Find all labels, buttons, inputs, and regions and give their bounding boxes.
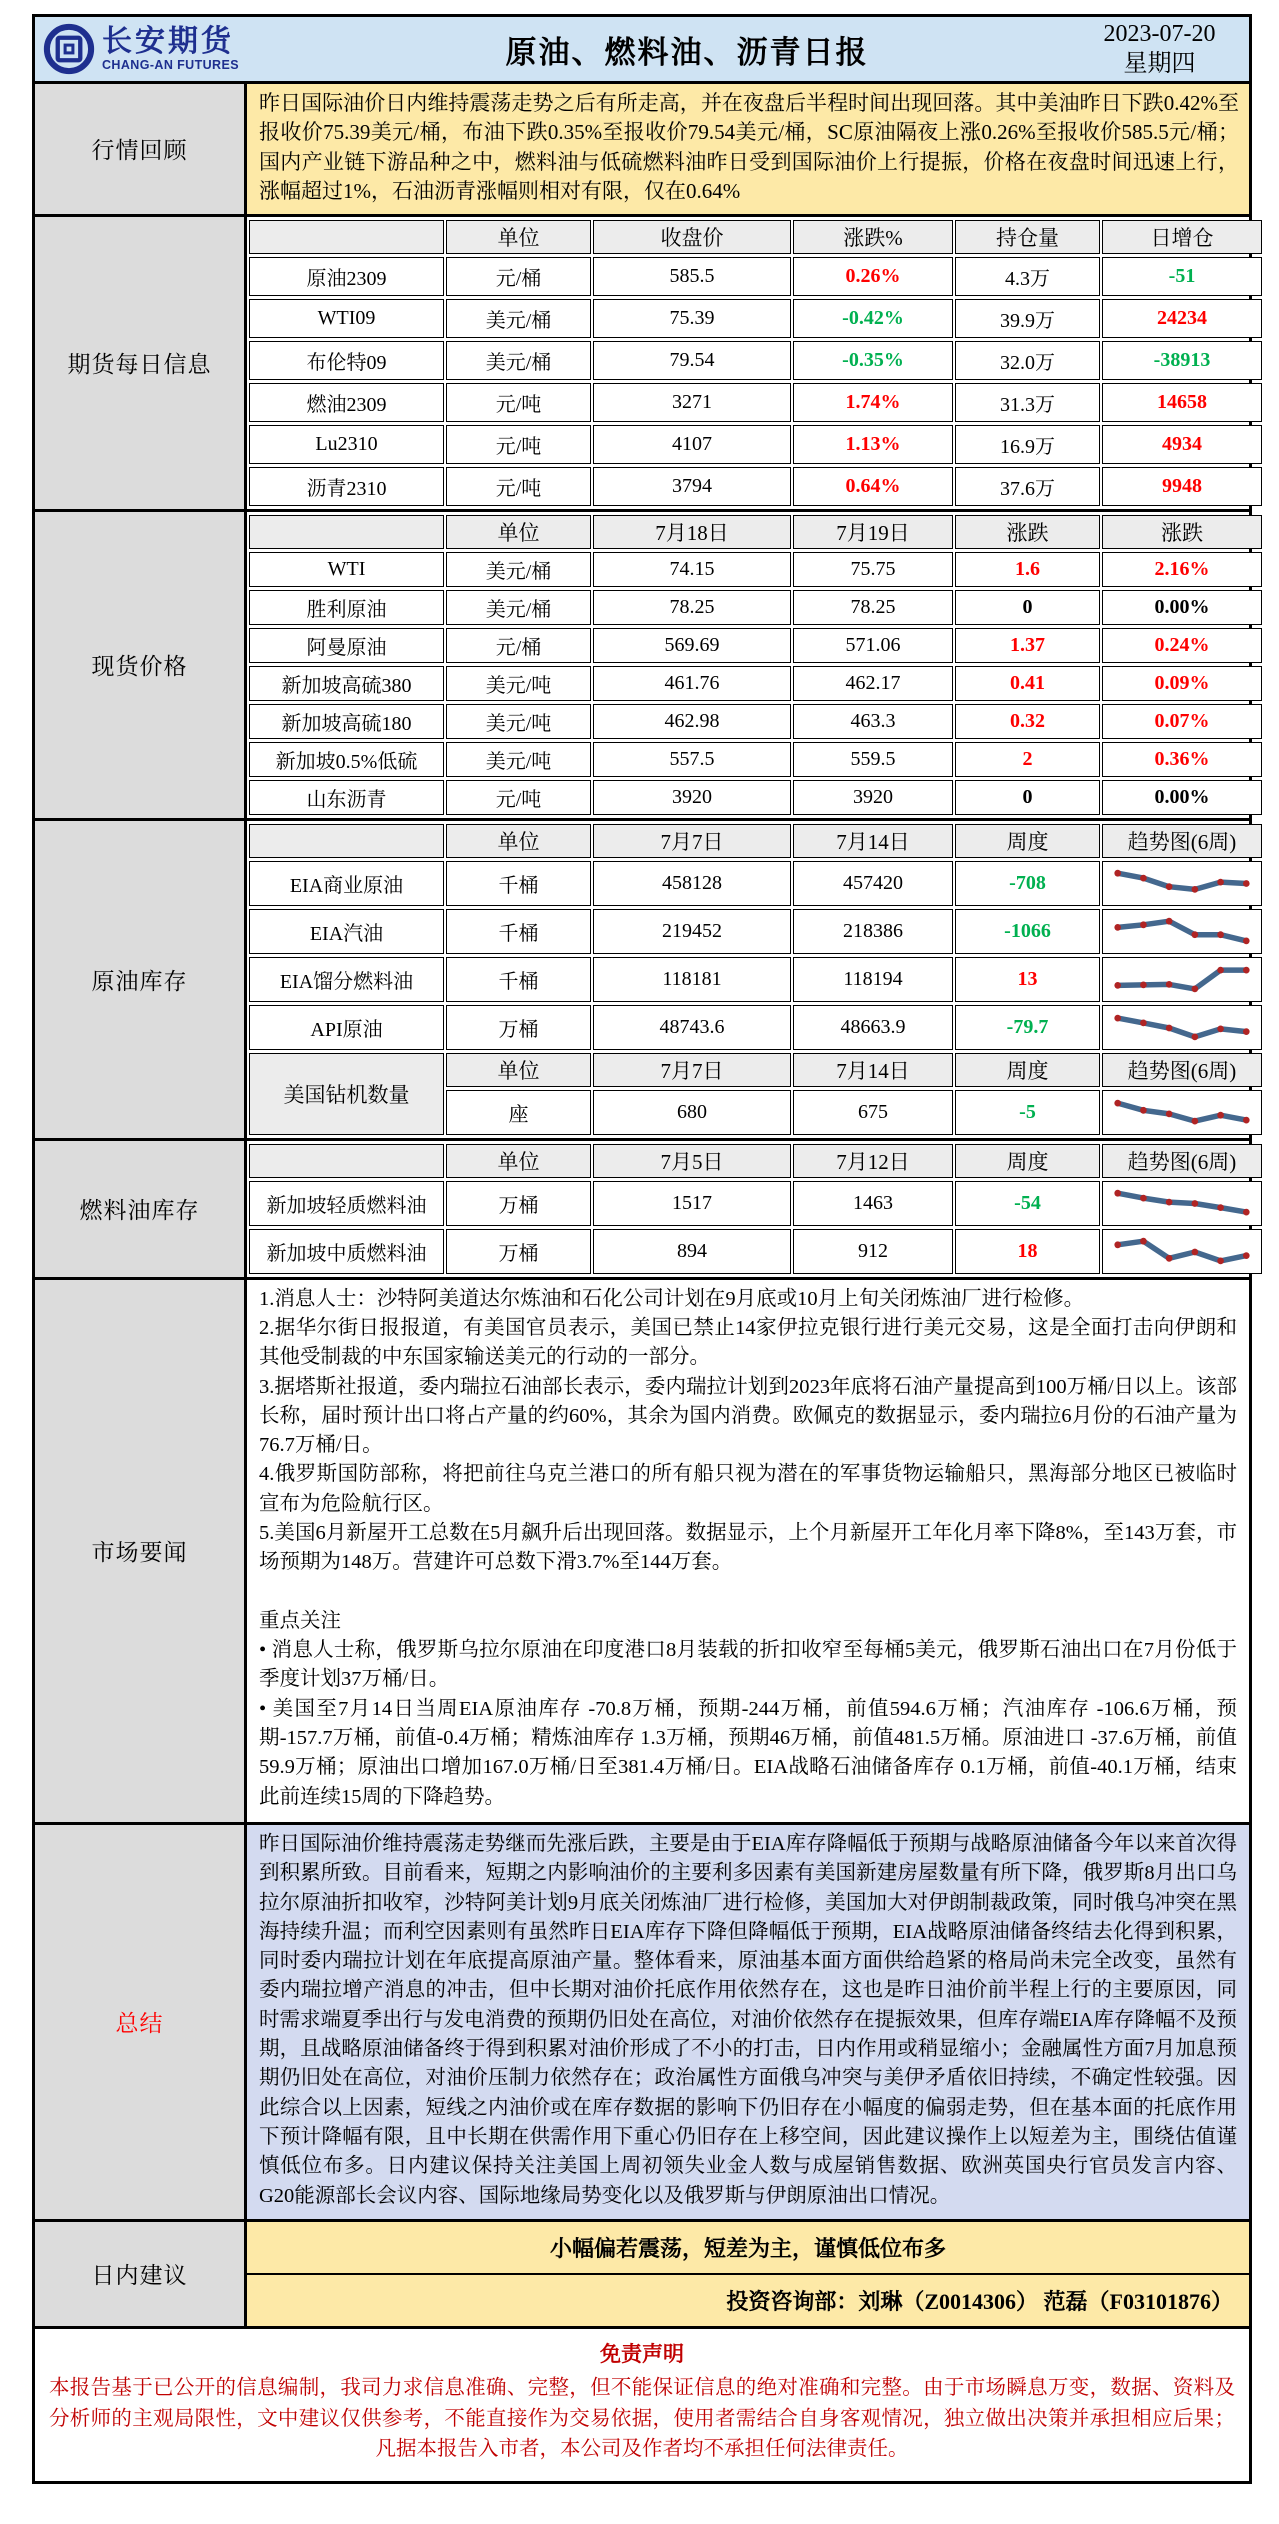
section-market-review [35, 81, 1249, 214]
trend-sparkline [1102, 1181, 1262, 1226]
spot-header-row [249, 515, 1262, 549]
chg-cell: 0.32 [955, 704, 1100, 739]
unit-cell: 美元/桶 [446, 299, 591, 338]
col-header-day2: 7月19日 [793, 515, 953, 549]
section-market-news [35, 1277, 1249, 1822]
brand-text [102, 24, 239, 72]
trend-sparkline [1102, 1090, 1262, 1135]
day1-cell: 462.98 [593, 704, 791, 739]
daily-report [32, 14, 1252, 2484]
chg-cell: 0 [955, 780, 1100, 815]
col-header-unit: 单位 [446, 1053, 591, 1087]
day1-cell: 458128 [593, 861, 791, 906]
pct-cell: -0.35% [793, 341, 953, 380]
table-row [249, 299, 1262, 338]
weekly-chg-cell: 18 [955, 1229, 1100, 1274]
news-item: 5.美国6月新屋开工总数在5月飙升后出现回落。数据显示，上个月新屋开工年化月率下降8%，至143万套，市场预期为148万。营建许可总数下滑3.7%至144万套。 [259, 1522, 1237, 1574]
product-name: 阿曼原油 [249, 628, 444, 663]
day2-cell: 675 [793, 1090, 953, 1135]
col-header-day1: 7月18日 [593, 515, 791, 549]
day1-cell: 569.69 [593, 628, 791, 663]
chg-pct-cell: 0.24% [1102, 628, 1262, 663]
oi-inc-cell: 14658 [1102, 383, 1262, 422]
rig-count-label: 美国钻机数量 [249, 1053, 444, 1135]
pct-cell: -0.42% [793, 299, 953, 338]
weekday-value: 星期四 [1123, 51, 1196, 77]
disclaimer-title: 免责声明 [600, 2341, 684, 2366]
unit-cell: 美元/吨 [446, 704, 591, 739]
rig-header-row [249, 1053, 1262, 1087]
chg-pct-cell: 0.00% [1102, 590, 1262, 625]
news-item: 3.据塔斯社报道，委内瑞拉石油部长表示，委内瑞拉计划到2023年底将石油产量提高到100万桶/日以上。该部长称，届时预计出口将占产量的约60%，其余为国内消费。欧佩克的数据显示，委内瑞拉6月份的石油产量为76.7万桶/日。 [259, 1375, 1237, 1457]
product-name: WTI [249, 552, 444, 587]
company-coin-logo-icon [43, 23, 95, 75]
section-label-crude-inv: 原油库存 [35, 821, 247, 1138]
date-value: 2023-07-20 [1103, 21, 1216, 47]
day1-cell: 118181 [593, 957, 791, 1002]
table-row [249, 957, 1262, 1002]
weekly-chg-cell: -1066 [955, 909, 1100, 954]
brand-name-cn: 长安期货 [102, 24, 234, 58]
oi-inc-cell: 9948 [1102, 467, 1262, 506]
focus-title: 重点关注 [259, 1609, 341, 1632]
day1-cell: 78.25 [593, 590, 791, 625]
futures-header-row [249, 220, 1262, 254]
trend-sparkline [1102, 957, 1262, 1002]
contract-name: 布伦特09 [249, 341, 444, 380]
col-header-day1: 7月7日 [593, 1053, 791, 1087]
unit-cell: 元/吨 [446, 780, 591, 815]
weekly-chg-cell: 13 [955, 957, 1100, 1002]
section-label-review: 行情回顾 [35, 84, 247, 214]
unit-cell: 元/吨 [446, 383, 591, 422]
unit-cell: 万桶 [446, 1229, 591, 1274]
section-label-advice: 日内建议 [35, 2222, 247, 2326]
pct-cell: 0.64% [793, 467, 953, 506]
series-name: 新加坡轻质燃料油 [249, 1181, 444, 1226]
day1-cell: 219452 [593, 909, 791, 954]
table-row [249, 383, 1262, 422]
unit-cell: 元/桶 [446, 257, 591, 296]
day1-cell: 74.15 [593, 552, 791, 587]
table-row [249, 1229, 1262, 1274]
series-name: API原油 [249, 1005, 444, 1050]
day2-cell: 118194 [793, 957, 953, 1002]
spot-content [247, 512, 1249, 818]
report-date [1074, 19, 1249, 79]
chg-pct-cell: 0.36% [1102, 742, 1262, 777]
chg-cell: 2 [955, 742, 1100, 777]
oi-cell: 39.9万 [955, 299, 1100, 338]
col-header-unit: 单位 [446, 220, 591, 254]
trend-sparkline [1102, 909, 1262, 954]
futures-table [247, 217, 1264, 509]
close-cell: 75.39 [593, 299, 791, 338]
product-name: 新加坡0.5%低硫 [249, 742, 444, 777]
col-header-day2: 7月12日 [793, 1144, 953, 1178]
contract-name: 沥青2310 [249, 467, 444, 506]
weekly-chg-cell: -708 [955, 861, 1100, 906]
chg-pct-cell: 2.16% [1102, 552, 1262, 587]
trend-sparkline [1102, 1005, 1262, 1050]
brand [35, 23, 300, 75]
col-header-day2: 7月14日 [793, 824, 953, 858]
col-header-day1: 7月5日 [593, 1144, 791, 1178]
section-label-fuel-inv: 燃料油库存 [35, 1141, 247, 1277]
unit-cell: 千桶 [446, 909, 591, 954]
col-header-weekly: 周度 [955, 1053, 1100, 1087]
close-cell: 79.54 [593, 341, 791, 380]
section-label-summary: 总结 [35, 1825, 247, 2219]
disclaimer-text: 本报告基于已公开的信息编制，我司力求信息准确、完整，但不能保证信息的绝对准确和完整。由于市场瞬息万变，数据、资料及分析师的主观局限性，文中建议仅供参考，不能直接作为交易依据，使用者需结合自身客观情况，独立做出决策并承担相应后果；凡据本报告入市者，本公司及作者均不承担任何法律责任。 [49, 2376, 1235, 2461]
day1-cell: 894 [593, 1229, 791, 1274]
day2-cell: 463.3 [793, 704, 953, 739]
fuel-inv-header-row [249, 1144, 1262, 1178]
chg-cell: 0.41 [955, 666, 1100, 701]
corner-cell [249, 220, 444, 254]
advice-content [247, 2222, 1249, 2326]
news-item: 4.俄罗斯国防部称，将把前往乌克兰港口的所有船只视为潜在的军事货物运输船只，黑海部分地区已被临时宣布为危险航行区。 [259, 1463, 1237, 1515]
unit-cell: 元/桶 [446, 628, 591, 663]
review-content [247, 84, 1249, 214]
col-header-chg-pct: 涨跌 [1102, 515, 1262, 549]
unit-cell: 美元/桶 [446, 552, 591, 587]
day2-cell: 571.06 [793, 628, 953, 663]
corner-cell [249, 824, 444, 858]
day1-cell: 48743.6 [593, 1005, 791, 1050]
unit-cell: 元/吨 [446, 467, 591, 506]
unit-cell: 美元/桶 [446, 341, 591, 380]
focus-item: • 消息人士称，俄罗斯乌拉尔原油在印度港口8月装载的折扣收窄至每桶5美元，俄罗斯石油出口在7月份低于季度计划37万桶/日。 [259, 1639, 1237, 1691]
col-header-trend: 趋势图(6周) [1102, 824, 1262, 858]
weekly-chg-cell: -5 [955, 1090, 1100, 1135]
trend-sparkline [1102, 861, 1262, 906]
section-crude-inventory [35, 818, 1249, 1138]
table-row [249, 909, 1262, 954]
fuel-inventory-table [247, 1141, 1264, 1277]
col-header-close: 收盘价 [593, 220, 791, 254]
contract-name: 燃油2309 [249, 383, 444, 422]
contract-name: Lu2310 [249, 425, 444, 464]
table-row [249, 780, 1262, 815]
advice-consultants: 投资咨询部：刘琳（Z0014306） 范磊（F03101876） [247, 2275, 1249, 2326]
col-header-pct: 涨跌% [793, 220, 953, 254]
section-futures-info [35, 214, 1249, 509]
spacer [259, 1578, 1237, 1607]
day2-cell: 218386 [793, 909, 953, 954]
table-row [249, 590, 1262, 625]
summary-content [247, 1825, 1249, 2219]
chg-pct-cell: 0.09% [1102, 666, 1262, 701]
day2-cell: 1463 [793, 1181, 953, 1226]
section-label-spot: 现货价格 [35, 512, 247, 818]
unit-cell: 美元/吨 [446, 742, 591, 777]
oi-inc-cell: -51 [1102, 257, 1262, 296]
chg-cell: 0 [955, 590, 1100, 625]
close-cell: 3271 [593, 383, 791, 422]
close-cell: 3794 [593, 467, 791, 506]
table-row [249, 1005, 1262, 1050]
table-row [249, 704, 1262, 739]
oi-cell: 37.6万 [955, 467, 1100, 506]
futures-content [247, 217, 1249, 509]
unit-cell: 千桶 [446, 861, 591, 906]
day1-cell: 680 [593, 1090, 791, 1135]
section-summary [35, 1822, 1249, 2219]
day1-cell: 461.76 [593, 666, 791, 701]
unit-cell: 元/吨 [446, 425, 591, 464]
oi-cell: 4.3万 [955, 257, 1100, 296]
product-name: 新加坡高硫380 [249, 666, 444, 701]
table-row [249, 1181, 1262, 1226]
table-row [249, 467, 1262, 506]
col-header-oi: 持仓量 [955, 220, 1100, 254]
summary-text: 昨日国际油价维持震荡走势继而先涨后跌，主要是由于EIA库存降幅低于预期与战略原油储备今年以来首次得到积累所致。目前看来，短期之内影响油价的主要利多因素有美国新建房屋数量有所下降，俄罗斯8月出口乌拉尔原油折扣收窄，沙特阿美计划9月底关闭炼油厂进行检修，美国加大对伊朗制裁政策，同时俄乌冲突在黑海持续升温；而利空因素则有虽然昨日EIA库存下降但降幅低于预期，EIA战略原油储备终结去化得到积累，同时委内瑞拉计划在年底提高原油产量。整体看来，原油基本面方面供给趋紧的格局尚未完全改变，虽然有委内瑞拉增产消息的冲击，但中长期对油价托底作用依然存在，这也是昨日油价前半程上行的主要原因，同时需求端夏季出行与发电消费的预期仍旧处在高位，对油价依然存在提振效果，但库存端EIA库存降幅不及预期，且战略原油储备终于得到积累对油价形成了不小的打击，日内作用或稍显缩小；金融属性方面7月加息预期仍旧处在高位，对油价压制力依然存在；政治属性方面俄乌冲突与美伊矛盾依旧持续，不确定性较强。因此综合以上因素，短线之内油价或在库存数据的影响下仍旧存在小幅度的偏弱走势，但在基本面的托底作用下预计降幅有限，且中长期在供需作用下重心仍旧存在上移空间，因此建议操作上以短差为主，围绕估值谨慎低位布多。日内建议保持关注美国上周初领失业金人数与成屋销售数据、欧洲英国央行官员发言内容、G20能源部长会议内容、国际地缘局势变化以及俄罗斯与伊朗原油出口情况。 [247, 1825, 1249, 2219]
day2-cell: 912 [793, 1229, 953, 1274]
close-cell: 4107 [593, 425, 791, 464]
series-name: 新加坡中质燃料油 [249, 1229, 444, 1274]
close-cell: 585.5 [593, 257, 791, 296]
review-text: 昨日国际油价日内维持震荡走势之后有所走高，并在夜盘后半程时间出现回落。其中美油昨日下跌0.42%至报收价75.39美元/桶，布油下跌0.35%至报收价79.54美元/桶，SC原油隔夜上涨0.26%至报收价585.5元/桶；国内产业链下游品种之中，燃料油与低硫燃料油昨日受到国际油价上行提振，价格在夜盘时间迅速上行，涨幅超过1%，石油沥青涨幅则相对有限，仅在0.64% [247, 84, 1249, 214]
col-header-chg: 涨跌 [955, 515, 1100, 549]
col-header-day2: 7月14日 [793, 1053, 953, 1087]
day2-cell: 48663.9 [793, 1005, 953, 1050]
news-item: 1.消息人士：沙特阿美道达尔炼油和石化公司计划在9月底或10月上旬关闭炼油厂进行检修。 [259, 1287, 1085, 1310]
section-fuel-inventory [35, 1138, 1249, 1277]
unit-cell: 万桶 [446, 1181, 591, 1226]
day2-cell: 78.25 [793, 590, 953, 625]
day1-cell: 1517 [593, 1181, 791, 1226]
section-label-news: 市场要闻 [35, 1280, 247, 1822]
section-intraday-advice [35, 2219, 1249, 2326]
col-header-unit: 单位 [446, 515, 591, 549]
section-label-futures: 期货每日信息 [35, 217, 247, 509]
table-row [249, 552, 1262, 587]
weekly-chg-cell: -79.7 [955, 1005, 1100, 1050]
day1-cell: 557.5 [593, 742, 791, 777]
day2-cell: 457420 [793, 861, 953, 906]
oi-cell: 31.3万 [955, 383, 1100, 422]
corner-cell [249, 515, 444, 549]
col-header-day1: 7月7日 [593, 824, 791, 858]
series-name: EIA商业原油 [249, 861, 444, 906]
crude-inv-header-row [249, 824, 1262, 858]
col-header-weekly: 周度 [955, 824, 1100, 858]
unit-cell: 万桶 [446, 1005, 591, 1050]
unit-cell: 千桶 [446, 957, 591, 1002]
col-header-trend: 趋势图(6周) [1102, 1053, 1262, 1087]
product-name: 新加坡高硫180 [249, 704, 444, 739]
table-row [249, 628, 1262, 663]
brand-name-en: CHANG-AN FUTURES [102, 57, 239, 72]
series-name: EIA馏分燃料油 [249, 957, 444, 1002]
day2-cell: 75.75 [793, 552, 953, 587]
news-content [247, 1280, 1249, 1822]
crude-inv-content [247, 821, 1249, 1138]
day2-cell: 559.5 [793, 742, 953, 777]
col-header-unit: 单位 [446, 1144, 591, 1178]
advice-text: 小幅偏若震荡，短差为主，谨慎低位布多 [247, 2222, 1249, 2275]
spot-table [247, 512, 1264, 818]
trend-sparkline [1102, 1229, 1262, 1274]
table-row [249, 425, 1262, 464]
unit-cell: 美元/桶 [446, 590, 591, 625]
chg-cell: 1.6 [955, 552, 1100, 587]
product-name: 胜利原油 [249, 590, 444, 625]
col-header-weekly: 周度 [955, 1144, 1100, 1178]
fuel-inv-content [247, 1141, 1249, 1277]
col-header-trend: 趋势图(6周) [1102, 1144, 1262, 1178]
day2-cell: 3920 [793, 780, 953, 815]
chg-pct-cell: 0.00% [1102, 780, 1262, 815]
table-row [249, 742, 1262, 777]
oi-cell: 16.9万 [955, 425, 1100, 464]
page-title: 原油、燃料油、沥青日报 [505, 34, 869, 70]
pct-cell: 1.13% [793, 425, 953, 464]
contract-name: 原油2309 [249, 257, 444, 296]
table-row [249, 666, 1262, 701]
col-header-oi-inc: 日增仓 [1102, 220, 1262, 254]
contract-name: WTI09 [249, 299, 444, 338]
day2-cell: 462.17 [793, 666, 953, 701]
oi-cell: 32.0万 [955, 341, 1100, 380]
oi-inc-cell: 4934 [1102, 425, 1262, 464]
series-name: EIA汽油 [249, 909, 444, 954]
table-row [249, 861, 1262, 906]
pct-cell: 0.26% [793, 257, 953, 296]
unit-cell: 座 [446, 1090, 591, 1135]
weekly-chg-cell: -54 [955, 1181, 1100, 1226]
section-spot-prices [35, 509, 1249, 818]
chg-pct-cell: 0.07% [1102, 704, 1262, 739]
crude-inventory-table [247, 821, 1264, 1138]
report-header [35, 17, 1249, 81]
table-row [249, 257, 1262, 296]
corner-cell [249, 1144, 444, 1178]
news-item: 2.据华尔街日报报道，有美国官员表示，美国已禁止14家伊拉克银行进行美元交易，这是全面打击向伊朗和其他受制裁的中东国家输送美元的行动的一部分。 [259, 1316, 1237, 1369]
table-row [249, 341, 1262, 380]
disclaimer [35, 2326, 1249, 2481]
oi-inc-cell: -38913 [1102, 341, 1262, 380]
chg-cell: 1.37 [955, 628, 1100, 663]
oi-inc-cell: 24234 [1102, 299, 1262, 338]
pct-cell: 1.74% [793, 383, 953, 422]
focus-item: • 美国至7月14日当周EIA原油库存 -70.8万桶，预期-244万桶，前值594.6万桶；汽油库存 -106.6万桶，预期-157.7万桶，前值-0.4万桶；精炼油库存 1.3万桶，预期46万桶，前值481.5万桶。原油进口 -37.6万桶，前值59.9万桶；原油出口增加167.0万桶/日至381.4万桶/日。EIA战略石油储备库存 0.1万桶，前值-40.1万桶，结束此前连续15周的下降趋势。 [259, 1697, 1237, 1808]
day1-cell: 3920 [593, 780, 791, 815]
product-name: 山东沥青 [249, 780, 444, 815]
col-header-unit: 单位 [446, 824, 591, 858]
news-block [247, 1280, 1249, 1822]
unit-cell: 美元/吨 [446, 666, 591, 701]
